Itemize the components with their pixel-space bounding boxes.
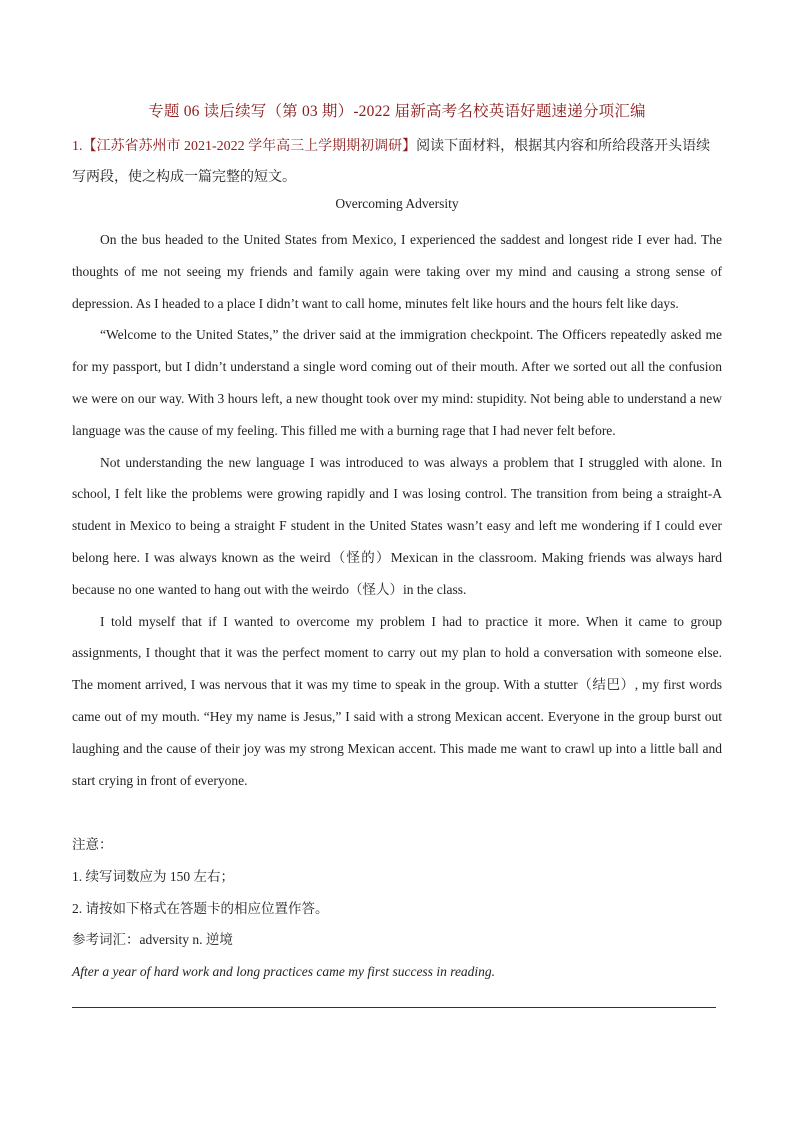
article-paragraph: Not understanding the new language I was introduced to was always a problem that I struggled with alone. In school, I felt like the problems were growing rapidly and I was losing control. The transition from being a straight-A student in Mexico to being a straight F student in the United States wasn’t easy and left me wondering if I could ever belong here. I was always known as the weird（怪的）Mexican in the classroom. Making friends was always hard because no one wanted to hang out with the weirdo（怪人）in the class.	[72, 454, 722, 597]
opening-sentence: After a year of hard work and long practices came my first success in reading.	[72, 964, 496, 980]
question-source: 【江苏省苏州市 2021-2022 学年高三上学期期初调研】	[82, 139, 417, 154]
vocab-note: 参考词汇：adversity n. 逆境	[72, 932, 233, 948]
question-number: 1.	[72, 139, 83, 154]
notes-section	[72, 829, 722, 988]
article-paragraph: On the bus headed to the United States from Mexico, I experienced the saddest and longest ride I ever had. The thoughts of me not seeing my friends and family again were taking over my mind and causing a strong sense of depression. As I headed to a place I didn’t want to call home, minutes felt like hours and the hours felt like days.	[72, 232, 722, 311]
notes-item: 1. 续写词数应为 150 左右；	[72, 868, 234, 884]
article-paragraph: “Welcome to the United States,” the driver said at the immigration checkpoint. The Officers repeatedly asked me for my passport, but I didn’t understand a single word coming out of their mouth. After we sorted out all the confusion we were on our way. With 3 hours left, a new thought took over my mind: stupidity. Not being able to understand a new language was the cause of my feeling. This filled me with a burning rage that I had never felt before.	[72, 327, 722, 438]
page-title: 专题 06 读后续写（第 03 期）-2022 届新高考名校英语好题速递分项汇编	[148, 103, 646, 120]
question-intro	[72, 131, 724, 193]
question-instruction: 阅读下面材料，根据其内容和所给段落开头语续写两段，使之构成一篇完整的短文。	[72, 139, 711, 185]
article-body	[72, 224, 722, 796]
notes-item: 2. 请按如下格式在答题卡的相应位置作答。	[72, 900, 329, 916]
notes-heading: 注意：	[72, 837, 113, 852]
answer-line	[72, 1007, 716, 1008]
article-title: Overcoming Adversity	[335, 196, 459, 211]
article-paragraph: I told myself that if I wanted to overcome my problem I had to practice it more. When it came to group assignments, I thought that it was the perfect moment to carry out my plan to hold a conversation with someone else. The moment arrived, I was nervous that it was my time to speak in the group. With a stutter（结巴）, my first words came out of my mouth. “Hey my name is Jesus,” I said with a strong Mexican accent. Everyone in the group burst out laughing and the cause of their joy was my strong Mexican accent. This made me want to crawl up into a little ball and start crying in front of everyone.	[72, 613, 722, 788]
